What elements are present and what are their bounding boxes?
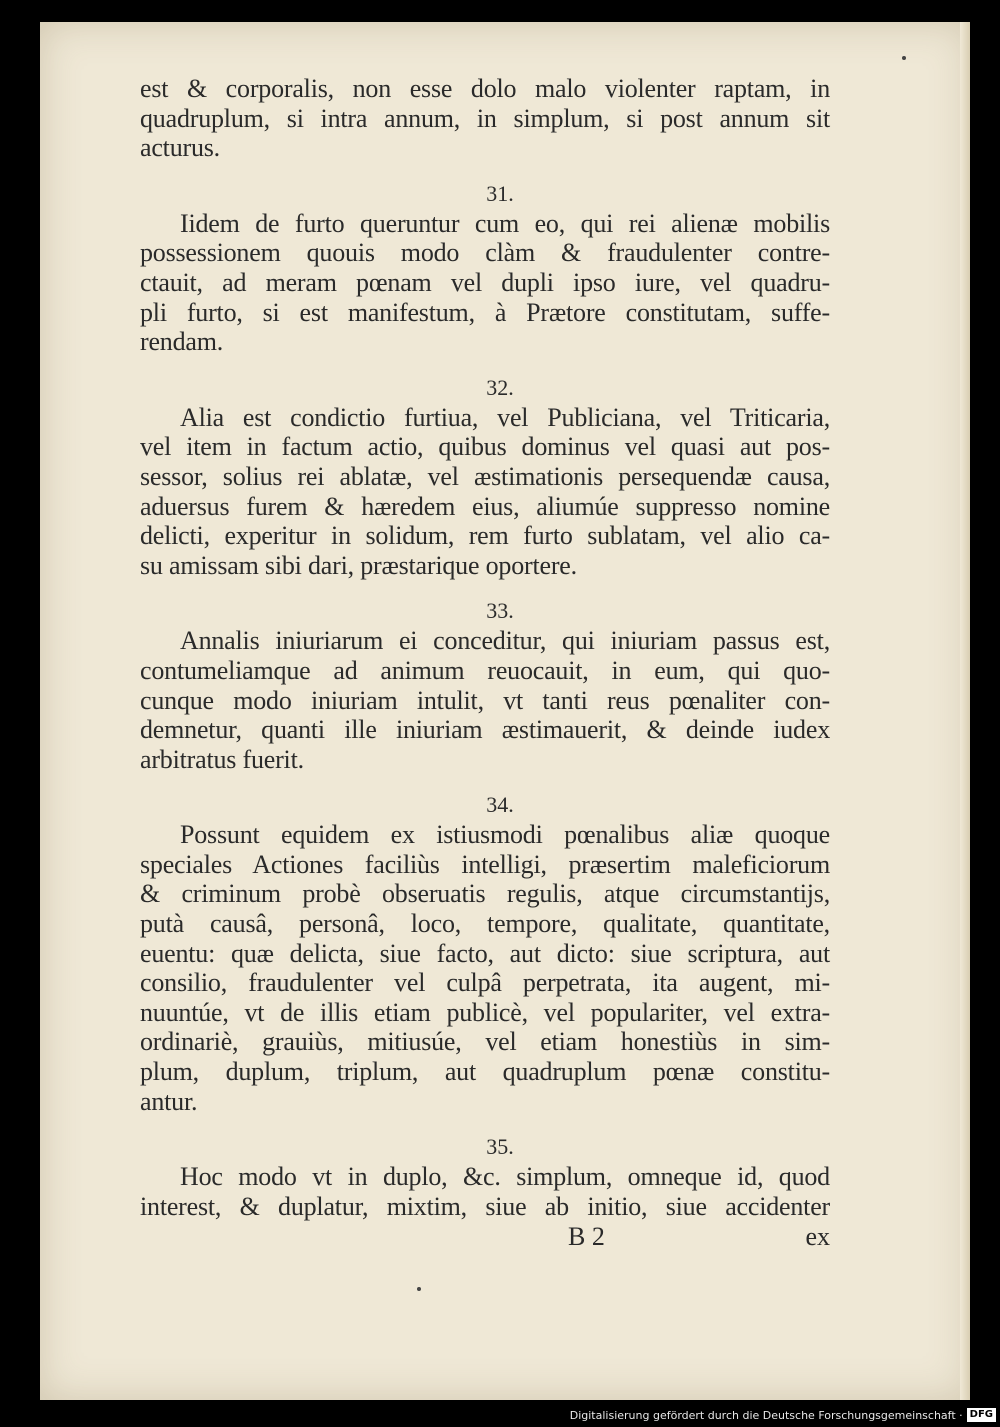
text-line: arbitratus fuerit. — [140, 744, 304, 774]
text-line: putà causâ, personâ, loco, tempore, qualitate, quantitate, — [140, 909, 830, 939]
text-line: plum, duplum, triplum, aut quadruplum pœnæ constitu- — [140, 1057, 830, 1087]
text-line: rendam. — [140, 327, 224, 357]
text-line: consilio, fraudulenter vel culpâ perpetrata, ita augent, mi- — [140, 968, 830, 998]
text-line: Alia est condictio furtiua, vel Publiciana, vel Triticaria, — [180, 402, 830, 432]
text-line: delicti, experitur in solidum, rem furto sublatam, vel alio ca- — [140, 521, 830, 551]
text-line: nuuntúe, vt de illis etiam publicè, vel populariter, vel extra- — [140, 997, 830, 1027]
text-line: cunque modo iniuriam intulit, vt tanti reus pœnaliter con- — [140, 685, 830, 715]
text-line: Hoc modo vt in duplo, &c. simplum, omneque id, quod — [180, 1162, 830, 1192]
text-line: contumeliamque ad animum reuocauit, in eum, qui quo- — [140, 655, 830, 685]
text-line: possessionem quouis modo clàm & fraudulenter contre- — [140, 238, 830, 268]
footer-credit: Digitalisierung gefördert durch die Deutsche Forschungsgemeinschaft · — [569, 1408, 963, 1422]
text-line: est & corporalis, non esse dolo malo violenter raptam, in — [140, 74, 830, 103]
text-line: Annalis iniuriarum ei conceditur, qui iniuriam passus est, — [180, 626, 830, 656]
text-line: euentu: quæ delicta, siue facto, aut dicto: siue scriptura, aut — [140, 938, 830, 968]
text-line: aduersus furem & hæredem eius, aliumúe suppresso nomine — [140, 491, 830, 521]
catchword: ex — [805, 1222, 830, 1251]
page-edge — [960, 22, 970, 1400]
section-number: 33. — [486, 598, 514, 624]
text-line: Possunt equidem ex istiusmodi pœnalibus aliæ quoque — [180, 820, 830, 850]
signature-mark: B 2 — [568, 1222, 605, 1251]
text-line: demnetur, quanti ille iniuriam æstimauerit, & deinde iudex — [140, 715, 830, 745]
text-line: vel item in factum actio, quibus dominus vel quasi aut pos- — [140, 432, 830, 462]
text-line: pli furto, si est manifestum, à Prætore constitutam, suffe- — [140, 297, 830, 327]
page-text — [140, 74, 830, 1221]
dfg-logo: DFG — [967, 1408, 996, 1422]
text-line: & criminum probè obseruatis regulis, atque circumstantijs, — [140, 879, 830, 909]
text-line: sessor, solius rei ablatæ, vel æstimationis persequendæ causa, — [140, 461, 830, 491]
text-line: quadruplum, si intra annum, in simplum, si post annum sit — [140, 103, 830, 133]
section-number: 35. — [486, 1134, 514, 1160]
ink-speck — [902, 56, 906, 60]
text-line: speciales Actiones faciliùs intelligi, præsertim maleficiorum — [140, 849, 830, 879]
ink-speck — [417, 1287, 421, 1291]
page-signature-line — [140, 1222, 830, 1252]
text-line: Iidem de furto queruntur cum eo, qui rei alienæ mobilis — [180, 208, 830, 238]
section-number: 34. — [486, 792, 514, 818]
section-number: 32. — [486, 374, 514, 400]
text-line: interest, & duplatur, mixtim, siue ab initio, siue accidenter — [140, 1191, 830, 1221]
section-number: 31. — [486, 180, 514, 206]
digitization-footer — [570, 1406, 996, 1424]
text-line: su amissam sibi dari, præstarique oportere. — [140, 550, 577, 580]
text-line: ctauit, ad meram pœnam vel dupli ipso iure, vel quadru- — [140, 267, 830, 297]
text-line: ordinariè, grauiùs, mitiusúe, vel etiam honestiùs in sim- — [140, 1027, 830, 1057]
scanned-page — [40, 22, 970, 1400]
text-line: antur. — [140, 1086, 198, 1116]
text-line: acturus. — [140, 133, 220, 163]
